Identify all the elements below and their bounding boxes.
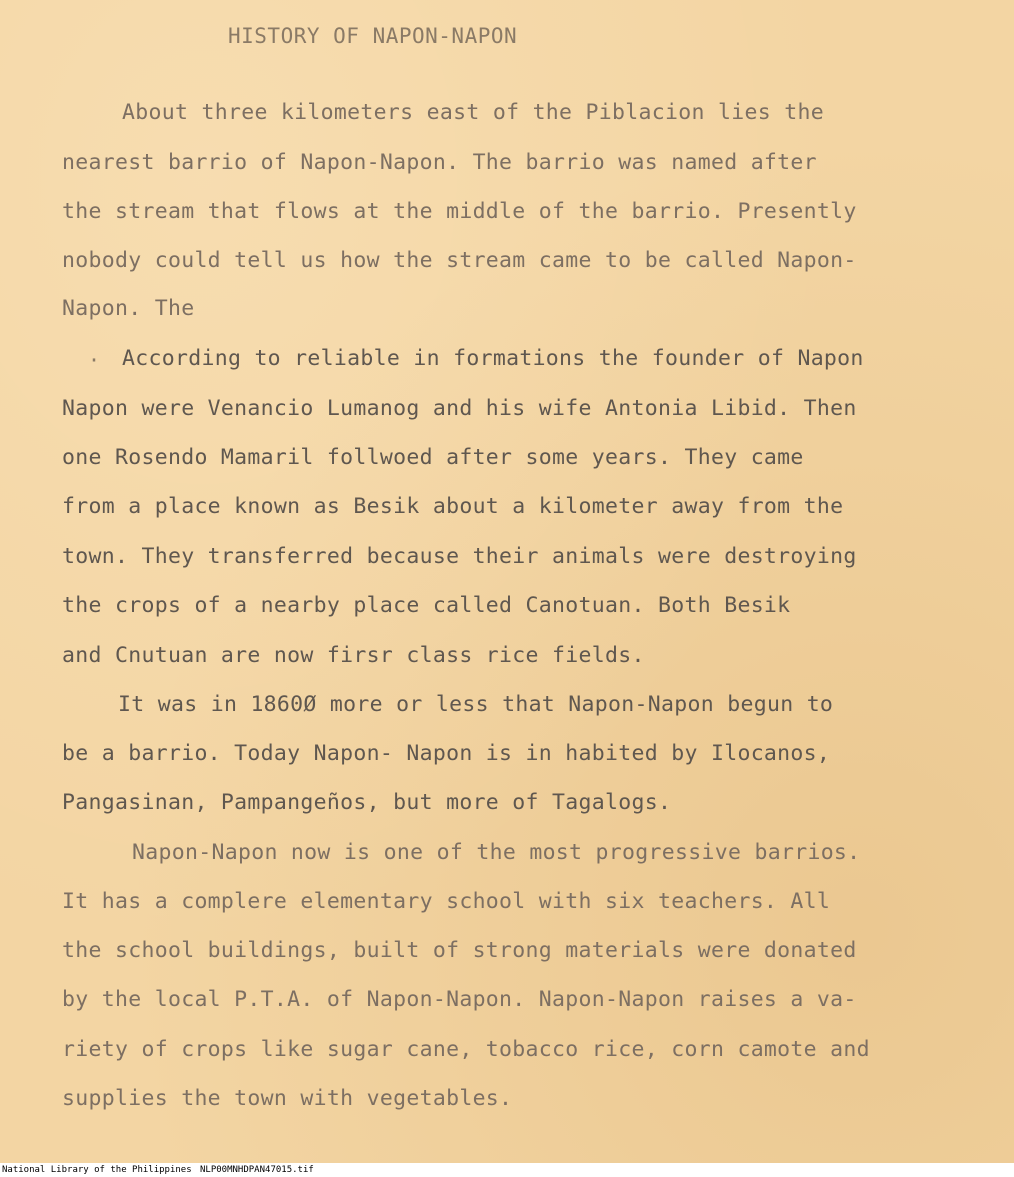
text-line: According to reliable in formations the founder of Napon [122, 346, 864, 371]
text-line: supplies the town with vegetables. [62, 1086, 513, 1111]
text-line: Napon were Venancio Lumanog and his wife Antonia Libid. Then [62, 396, 857, 421]
text-line: It has a complere elementary school with six teachers. All [62, 889, 831, 914]
text-line: the school buildings, built of strong materials were donated [62, 938, 857, 963]
text-line: from a place known as Besik about a kilometer away from the [62, 494, 844, 519]
footer-filename: NLP00MNHDPAN47015.tif [200, 1165, 314, 1175]
text-line: About three kilometers east of the Piblacion lies the [122, 100, 824, 125]
text-line: be a barrio. Today Napon- Napon is in habited by Ilocanos, [62, 741, 831, 766]
text-line: Napon-Napon now is one of the most progressive barrios. [132, 840, 861, 865]
text-line: nobody could tell us how the stream came to be called Napon- [62, 248, 857, 273]
footer-bar [0, 1163, 1014, 1177]
text-line: riety of crops like sugar cane, tobacco rice, corn camote and [62, 1037, 870, 1062]
text-line: It was in 1860Ø more or less that Napon-Napon begun to [118, 692, 834, 717]
text-line: nearest barrio of Napon-Napon. The barrio was named after [62, 150, 817, 175]
text-line: and Cnutuan are now firsr class rice fields. [62, 643, 645, 668]
bullet-mark: · [88, 348, 101, 372]
footer-library: National Library of the Philippines [2, 1165, 192, 1175]
text-line: Pangasinan, Pampangeños, but more of Tagalogs. [62, 790, 672, 815]
text-line: the stream that flows at the middle of the barrio. Presently [62, 199, 857, 224]
text-line: one Rosendo Mamaril follwoed after some years. They came [62, 445, 804, 470]
document-title: HISTORY OF NAPON-NAPON [228, 24, 518, 48]
text-line: Napon. The [62, 296, 195, 321]
text-line: town. They transferred because their animals were destroying [62, 544, 857, 569]
text-line: by the local P.T.A. of Napon-Napon. Napon-Napon raises a va- [62, 987, 857, 1012]
text-line: the crops of a nearby place called Canotuan. Both Besik [62, 593, 791, 618]
